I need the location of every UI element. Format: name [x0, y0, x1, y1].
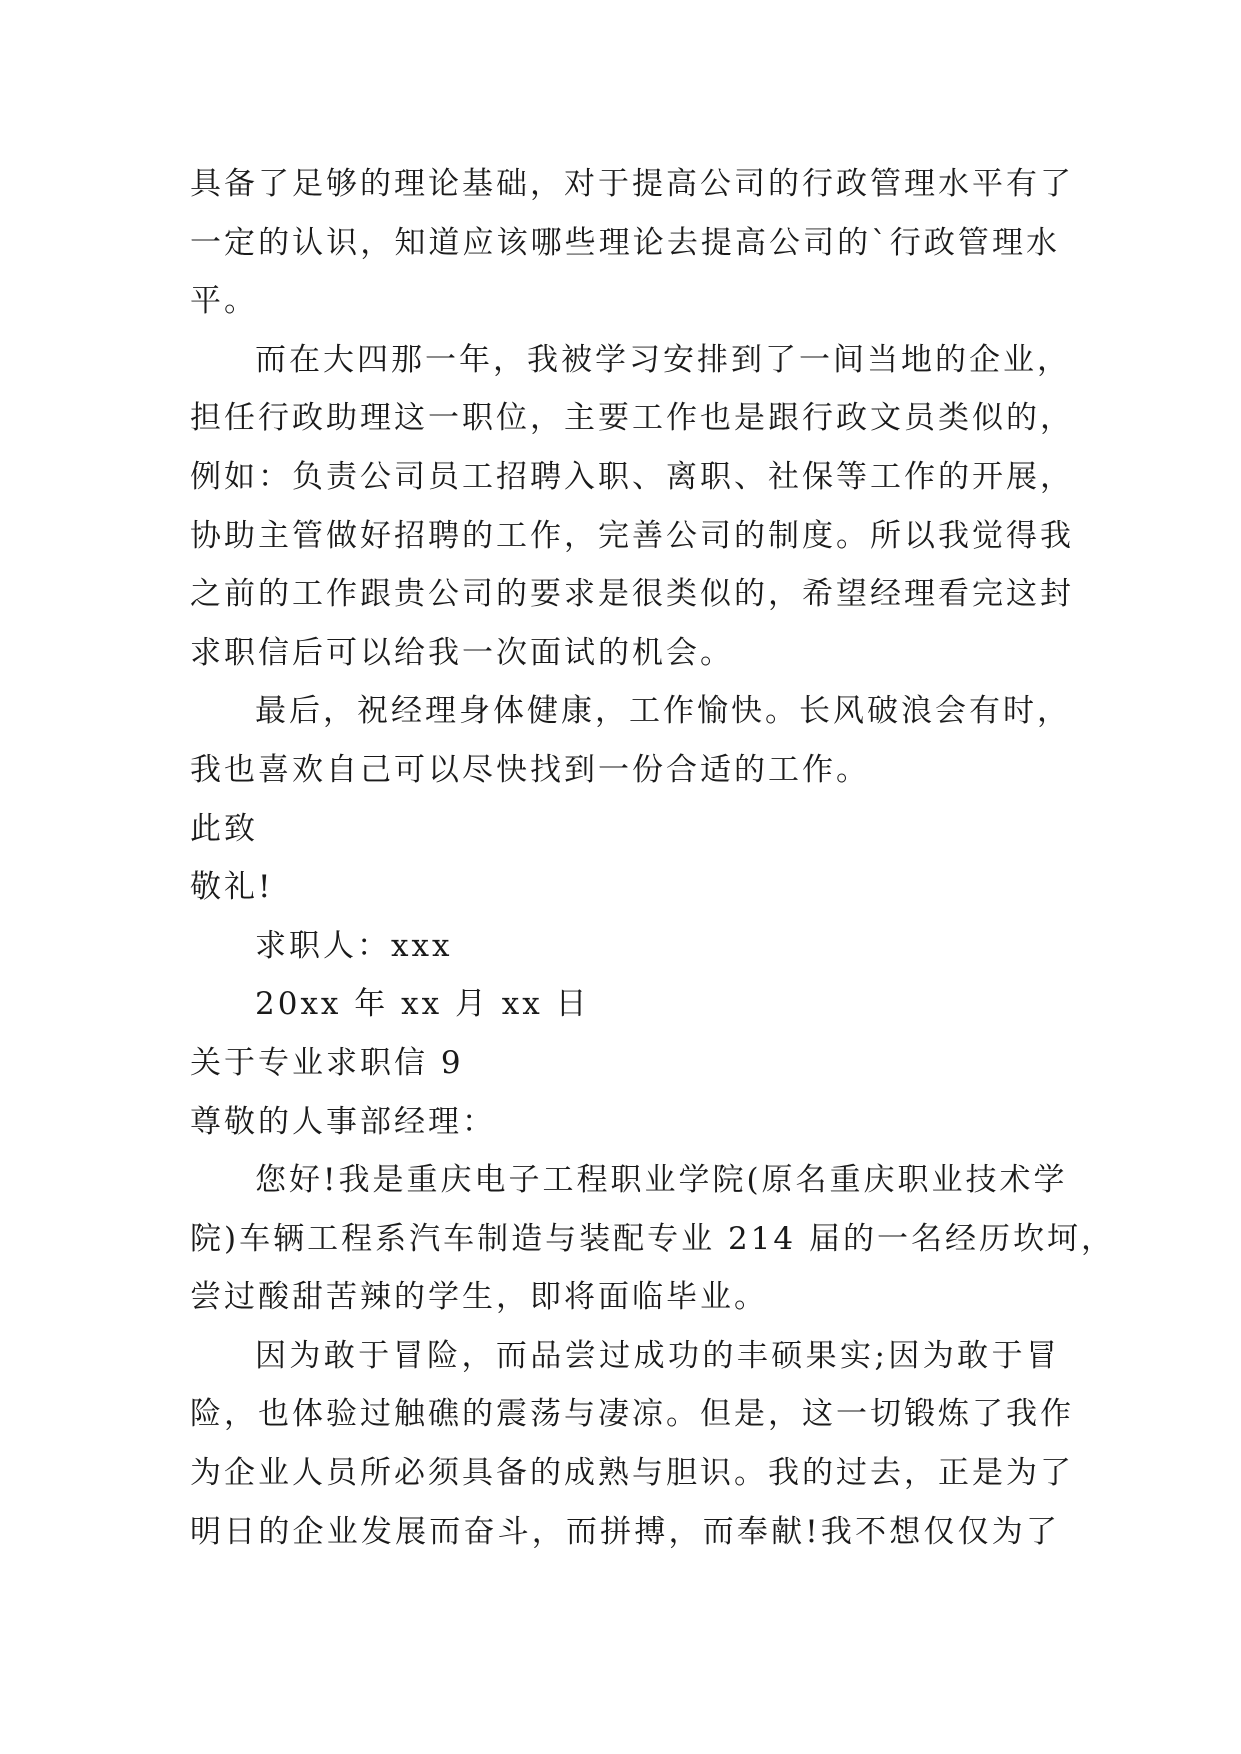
text-line: 院)车辆工程系汽车制造与装配专业 214 届的一名经历坎坷， [190, 1220, 1115, 1257]
paragraph-start: 而在大四那一年，我被学习安排到了一间当地的企业， [255, 341, 1071, 378]
text-line: 具备了足够的理论基础，对于提高公司的行政管理水平有了 [190, 166, 1074, 202]
text-line: 尝过酸甜苦辣的学生，即将面临毕业。 [190, 1279, 768, 1316]
text-line: 我也喜欢自己可以尽快找到一份合适的工作。 [190, 751, 870, 788]
text-line: 担任行政助理这一职位，主要工作也是跟行政文员类似的， [190, 400, 1074, 437]
letter-body [190, 155, 1115, 1561]
text-line: 平。 [190, 283, 258, 320]
section-heading: 关于专业求职信 9 [190, 1044, 464, 1081]
paragraph-start: 您好!我是重庆电子工程职业学院(原名重庆职业技术学 [255, 1162, 1068, 1199]
text-line: 协助主管做好招聘的工作，完善公司的制度。所以我觉得我 [190, 517, 1074, 554]
signature-date: 20xx 年 xx 月 xx 日 [255, 986, 590, 1023]
text-line: 明日的企业发展而奋斗，而拼搏，而奉献!我不想仅仅为了 [190, 1513, 1060, 1550]
signature-name: 求职人：xxx [255, 927, 453, 964]
text-line: 之前的工作跟贵公司的要求是很类似的，希望经理看完这封 [190, 576, 1074, 613]
paragraph-start: 最后，祝经理身体健康，工作愉快。长风破浪会有时， [255, 693, 1071, 730]
closing-salutation: 此致 [190, 810, 258, 847]
text-line: 求职信后可以给我一次面试的机会。 [190, 634, 734, 671]
greeting: 尊敬的人事部经理： [190, 1103, 496, 1140]
text-line: 为企业人员所必须具备的成熟与胆识。我的过去，正是为了 [190, 1455, 1074, 1492]
text-line: 例如：负责公司员工招聘入职、离职、社保等工作的开展， [190, 458, 1074, 495]
text-line: 一定的认识，知道应该哪些理论去提高公司的`行政管理水 [190, 224, 1060, 261]
closing-regards: 敬礼! [190, 869, 274, 906]
text-line: 险，也体验过触礁的震荡与凄凉。但是，这一切锻炼了我作 [190, 1396, 1074, 1433]
paragraph-start: 因为敢于冒险，而品尝过成功的丰硕果实;因为敢于冒 [255, 1337, 1060, 1374]
